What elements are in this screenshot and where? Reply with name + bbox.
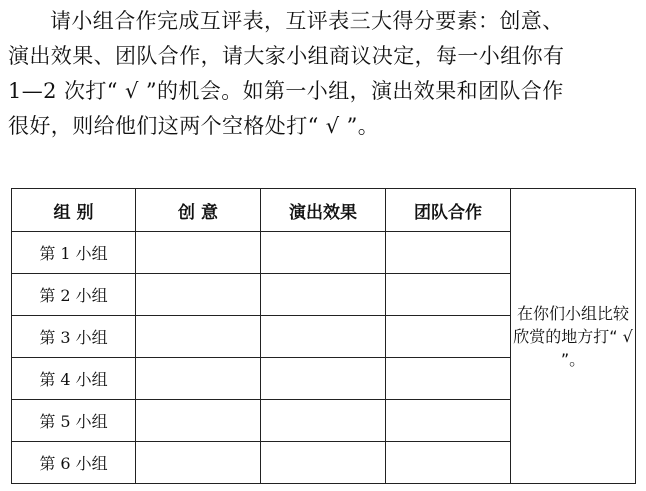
creativity-cell[interactable] [136,400,261,442]
peer-evaluation-table [11,188,636,484]
creativity-cell[interactable] [136,232,261,274]
instruction-line-4: 很好，则给他们这两个空格处打“ √ ”。 [8,114,380,138]
performance-cell[interactable] [261,274,386,316]
performance-cell[interactable] [261,232,386,274]
creativity-cell[interactable] [136,316,261,358]
performance-cell[interactable] [261,442,386,484]
header-row [12,189,636,232]
group-label: 第 4 小组 [12,358,136,400]
group-label: 第 1 小组 [12,232,136,274]
group-label: 第 6 小组 [12,442,136,484]
creativity-cell[interactable] [136,274,261,316]
teamwork-cell[interactable] [386,400,511,442]
instructions-paragraph [8,4,638,144]
teamwork-cell[interactable] [386,358,511,400]
performance-cell[interactable] [261,400,386,442]
instruction-line-1: 请小组合作完成互评表，互评表三大得分要素：创意、 [50,9,564,33]
header-creativity: 创 意 [136,189,261,232]
teamwork-cell[interactable] [386,274,511,316]
group-label: 第 3 小组 [12,316,136,358]
creativity-cell[interactable] [136,358,261,400]
instruction-line-3: 1—2 次打“ √ ”的机会。如第一小组，演出效果和团队合作 [8,79,564,103]
teamwork-cell[interactable] [386,232,511,274]
performance-cell[interactable] [261,358,386,400]
header-performance: 演出效果 [261,189,386,232]
header-group: 组 别 [12,189,136,232]
header-teamwork: 团队合作 [386,189,511,232]
instruction-line-2: 演出效果、团队合作，请大家小组商议决定，每一小组你有 [8,44,565,68]
creativity-cell[interactable] [136,442,261,484]
teamwork-cell[interactable] [386,442,511,484]
note-cell: 在你们小组比较欣赏的地方打“ √ ”。 [511,189,636,484]
group-label: 第 2 小组 [12,274,136,316]
performance-cell[interactable] [261,316,386,358]
teamwork-cell[interactable] [386,316,511,358]
group-label: 第 5 小组 [12,400,136,442]
